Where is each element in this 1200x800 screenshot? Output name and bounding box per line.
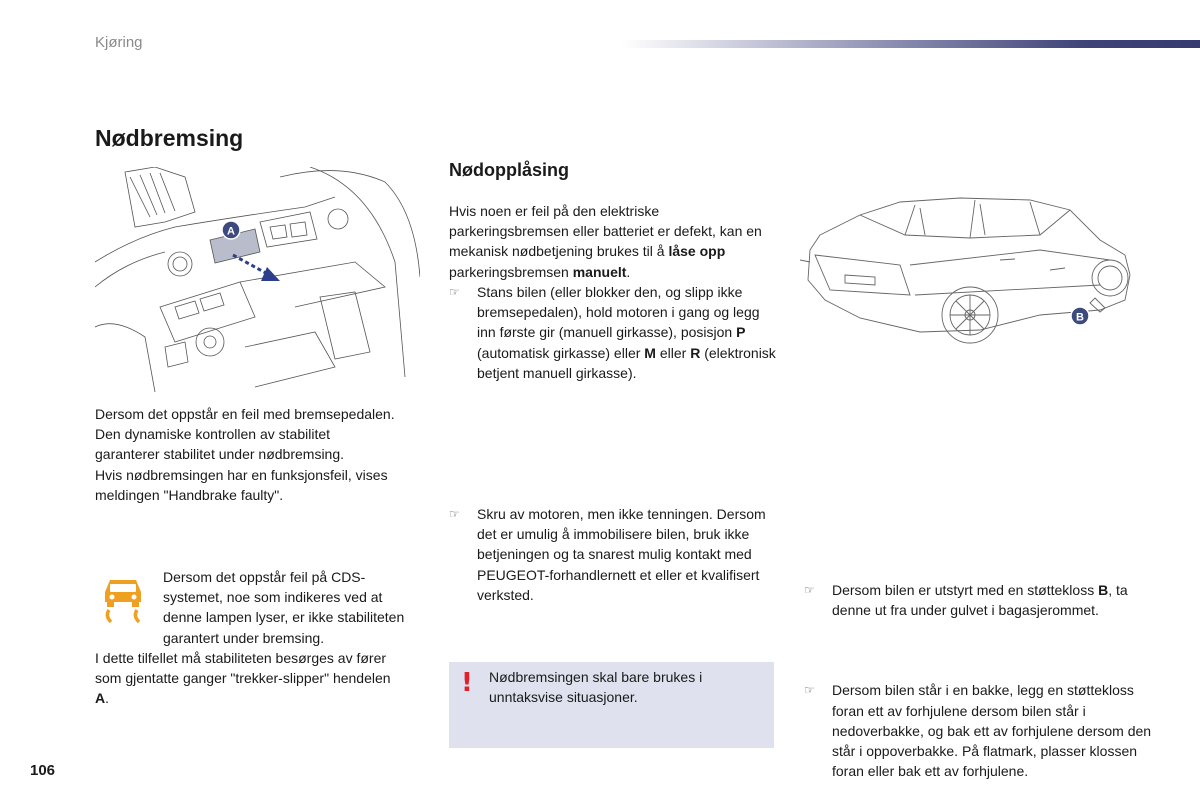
middle-bullet-1-p: P <box>736 324 746 341</box>
right-bullet-1-text-a: Dersom bilen er utstyrt med en støttekloss <box>832 582 1095 599</box>
left-p4-end: . <box>105 690 110 707</box>
middle-bullet-1 <box>449 282 779 383</box>
right-bullet-2-text: Dersom bilen står i en bakke, legg en støttekloss foran ett av forhjulene dersom bilen står i nedoverbakke, og bak ett av forhjulene dersom den står i oppoverbakke. På flatmark, plasser klossen foran eller bak ett av forhjulene. <box>832 682 1152 780</box>
middle-bullet-1-m: M <box>644 344 656 361</box>
exclamation-icon: ! <box>461 668 473 698</box>
car-illustration <box>800 190 1135 360</box>
pointing-hand-icon: ☞ <box>804 583 815 598</box>
middle-intro-bold-1: låse opp <box>668 243 726 260</box>
warning-text: Nødbremsingen skal bare brukes i unntaksvise situasjoner. <box>489 669 703 706</box>
middle-intro-text: Hvis noen er feil på den elektriske parkeringsbremsen eller batteriet er defekt, kan en mekanisk nødbetjening brukes til å <box>449 203 762 260</box>
right-bullet-2 <box>804 680 1162 781</box>
right-bullet-1-text-b: , ta denne ut fra under gulvet i bagasjerommet. <box>832 582 1128 619</box>
middle-bullet-1-text-d: (elektronisk betjent manuell girkasse). <box>477 344 776 381</box>
middle-bullet-2-text: Skru av motoren, men ikke tenningen. Dersom det er umulig å immobilisere bilen, bruk ikke betjeningen og ta snarest mulig kontakt med PEUGEOT-forhandlernett et eller et kvalifisert verksted. <box>477 506 766 603</box>
middle-bullet-2 <box>449 504 779 605</box>
pointing-hand-icon: ☞ <box>449 507 460 522</box>
left-p4-text: I dette tilfellet må stabiliteten besørges av fører som gjentatte ganger "trekker-slipper" hendelen <box>95 650 391 687</box>
skidding-car-icon <box>100 574 146 624</box>
middle-bullet-1-text-c: eller <box>659 344 687 361</box>
section-subtitle: Nødopplåsing <box>449 160 569 180</box>
middle-intro-mid: parkeringsbremsen <box>449 263 569 280</box>
warning-box <box>449 662 774 748</box>
right-bullet-1 <box>804 580 1158 620</box>
page-title: Nødbremsing <box>95 125 244 151</box>
left-paragraph-4 <box>95 648 400 709</box>
left-p4-bold: A <box>95 690 106 707</box>
middle-bullet-1-r: R <box>690 344 701 361</box>
right-bullet-1-b: B <box>1098 582 1109 599</box>
pointing-hand-icon: ☞ <box>804 683 815 698</box>
left-p1: Dersom det oppstår en feil med bremsepedalen. <box>95 406 395 422</box>
middle-bullet-1-text-b: (automatisk girkasse) eller <box>477 344 641 361</box>
page-number: 106 <box>30 762 56 779</box>
left-p2: Den dynamiske kontrollen av stabilitet garanterer stabilitet under nødbremsing. <box>95 426 345 463</box>
emergency-release-lever <box>210 229 280 281</box>
header-bar <box>622 40 1200 48</box>
section-label: Kjøring <box>95 34 143 51</box>
middle-intro-bold-2: manuelt <box>572 263 627 280</box>
middle-intro-end: . <box>626 263 631 280</box>
pointing-hand-icon: ☞ <box>449 285 460 299</box>
dashboard-illustration <box>95 167 420 392</box>
cds-paragraph: Dersom det oppstår feil på CDS-systemet, noe som indikeres ved at denne lampen lyser, er ikke stabiliteten garantert under bremsing. <box>163 569 405 646</box>
left-p3: Hvis nødbremsingen har en funksjonsfeil, vises meldingen "Handbrake faulty". <box>95 466 388 503</box>
callout-b-label: B <box>1076 311 1084 324</box>
left-paragraph-1 <box>95 404 395 505</box>
middle-intro <box>449 201 779 282</box>
middle-bullet-1-text-a: Stans bilen (eller blokker den, og slipp ikke bremsepedalen), hold motoren i gang og legg inn første gir (manuell girkasse), posisjon <box>477 284 760 341</box>
callout-a-label: A <box>227 225 235 238</box>
